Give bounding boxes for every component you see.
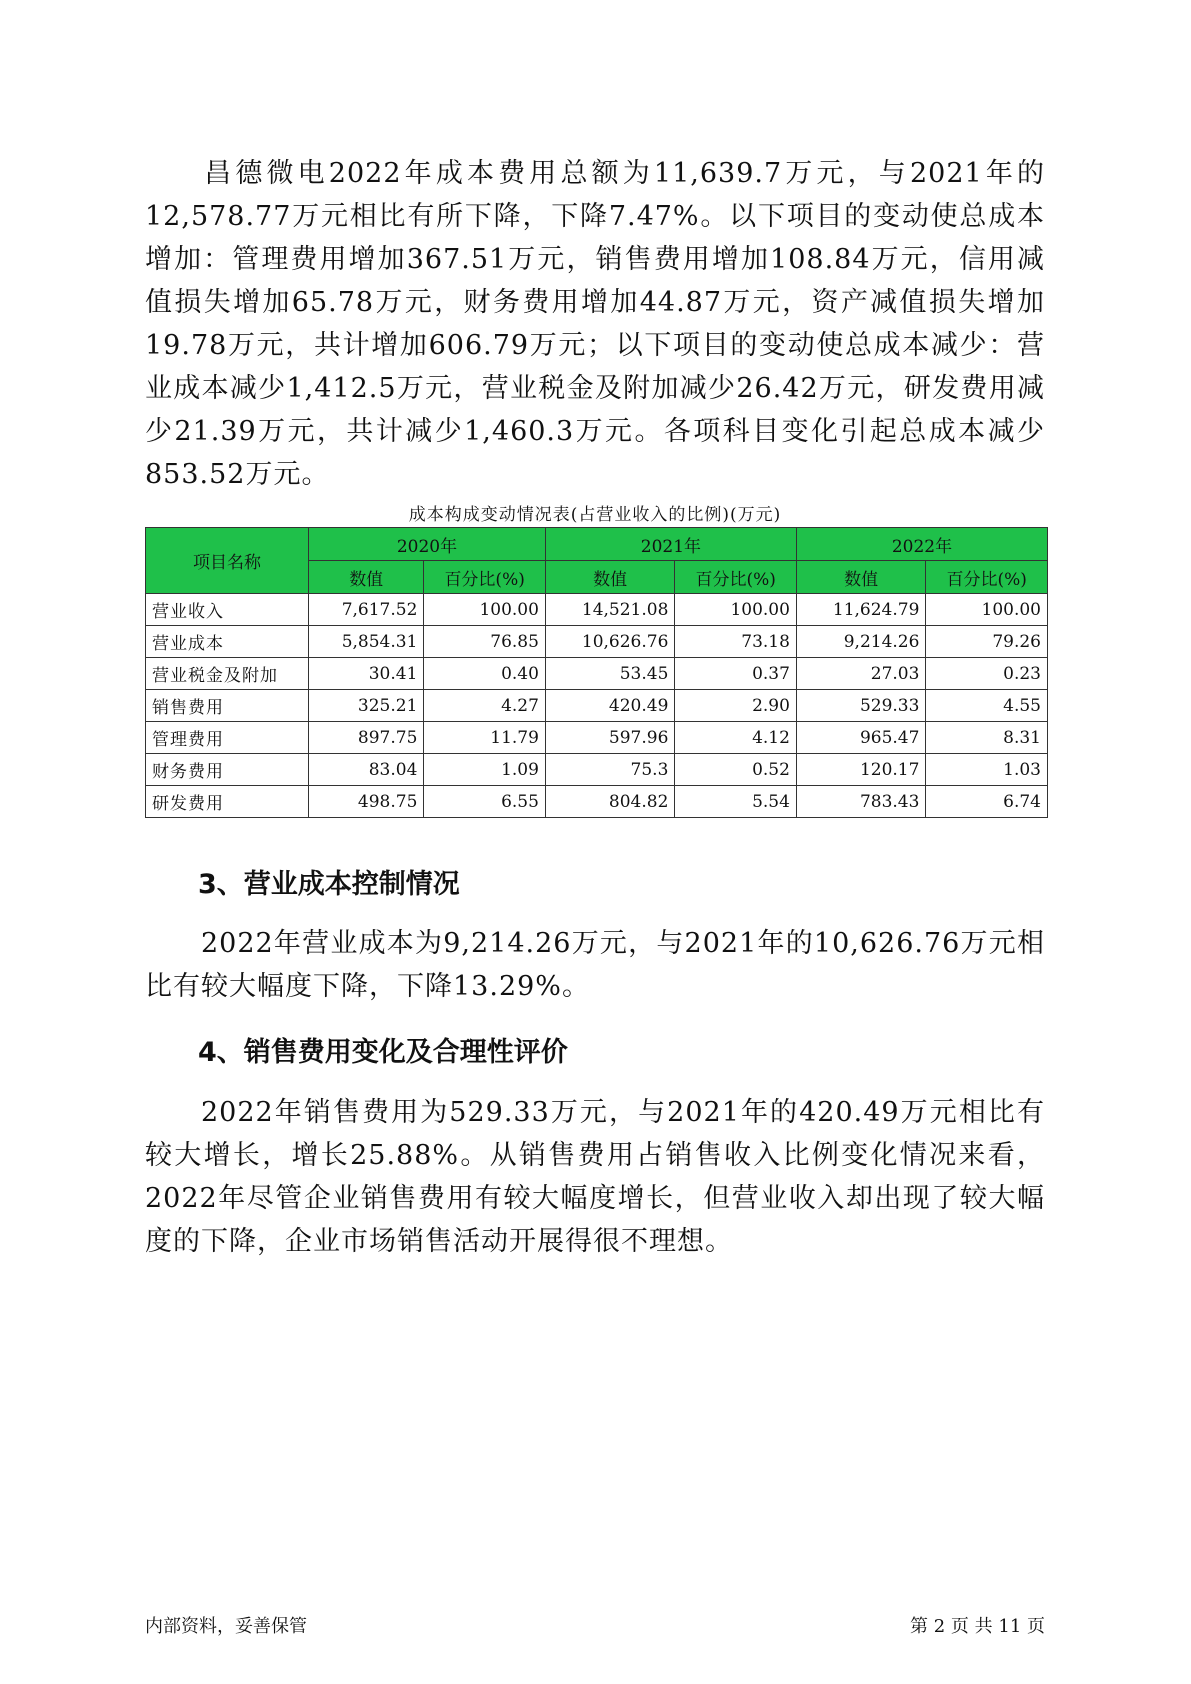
value-cell: 14,521.08 [545, 594, 674, 626]
row-item-name: 研发费用 [146, 786, 309, 818]
body-paragraph-cost-summary [145, 152, 1045, 496]
table-caption: 成本构成变动情况表(占营业收入的比例)(万元) [408, 505, 782, 525]
year-header-2022: 2022年 [796, 528, 1047, 561]
value-header: 数值 [309, 561, 424, 594]
value-cell: 420.49 [545, 690, 674, 722]
table-row [146, 722, 1048, 754]
percent-cell: 79.26 [926, 626, 1048, 658]
table-row [146, 594, 1048, 626]
value-cell: 804.82 [545, 786, 674, 818]
footer-confidential-note: 内部资料，妥善保管 [145, 1616, 307, 1637]
section-heading-operating-cost: 3、营业成本控制情况 [198, 869, 460, 900]
value-header: 数值 [545, 561, 674, 594]
percent-cell: 6.74 [926, 786, 1048, 818]
table-row [146, 786, 1048, 818]
percent-cell: 2.90 [675, 690, 797, 722]
value-cell: 783.43 [796, 786, 925, 818]
percent-cell: 0.52 [675, 754, 797, 786]
percent-cell: 1.03 [926, 754, 1048, 786]
percent-cell: 100.00 [675, 594, 797, 626]
section-heading-sales-expense: 4、销售费用变化及合理性评价 [198, 1037, 568, 1068]
percent-cell: 4.12 [675, 722, 797, 754]
table-row [146, 626, 1048, 658]
row-item-name: 财务费用 [146, 754, 309, 786]
percent-cell: 0.23 [926, 658, 1048, 690]
percent-cell: 76.85 [424, 626, 546, 658]
percent-header: 百分比(%) [424, 561, 546, 594]
paragraph-text: 2022年营业成本为9,214.26万元，与2021年的10,626.76万元相比有较大幅度下降，下降13.29%。 [145, 928, 1045, 1002]
row-item-name: 营业收入 [146, 594, 309, 626]
percent-cell: 100.00 [424, 594, 546, 626]
value-cell: 897.75 [309, 722, 424, 754]
value-cell: 5,854.31 [309, 626, 424, 658]
percent-cell: 1.09 [424, 754, 546, 786]
year-header-2020: 2020年 [309, 528, 546, 561]
percent-cell: 0.37 [675, 658, 797, 690]
value-cell: 120.17 [796, 754, 925, 786]
row-item-name: 销售费用 [146, 690, 309, 722]
value-header: 数值 [796, 561, 925, 594]
paragraph-text: 昌德微电2022年成本费用总额为11,639.7万元，与2021年的12,578.77万元相比有所下降，下降7.47%。以下项目的变动使总成本增加：管理费用增加367.51万元，销售费用增加108.84万元，信用减值损失增加65.78万元，财务费用增加44.87万元，资产减值损失增加19.78万元，共计增加606.79万元；以下项目的变动使总成本减少：营业成本减少1,412.5万元，营业税金及附加减少26.42万元，研发费用减少21.39万元，共计减少1,460.3万元。各项科目变化引起总成本减少853.52万元。 [145, 158, 1045, 490]
value-cell: 498.75 [309, 786, 424, 818]
percent-cell: 6.55 [424, 786, 546, 818]
value-cell: 10,626.76 [545, 626, 674, 658]
percent-cell: 8.31 [926, 722, 1048, 754]
value-cell: 7,617.52 [309, 594, 424, 626]
value-cell: 597.96 [545, 722, 674, 754]
percent-cell: 4.27 [424, 690, 546, 722]
row-item-name: 营业税金及附加 [146, 658, 309, 690]
year-header-2021: 2021年 [545, 528, 796, 561]
value-cell: 27.03 [796, 658, 925, 690]
footer-page-number: 第 2 页 共 11 页 [910, 1616, 1045, 1637]
value-cell: 965.47 [796, 722, 925, 754]
cost-structure-table [145, 527, 1048, 818]
paragraph-text: 2022年销售费用为529.33万元，与2021年的420.49万元相比有较大增长，增长25.88%。从销售费用占销售收入比例变化情况来看，2022年尽管企业销售费用有较大幅度增长，但营业收入却出现了较大幅度的下降，企业市场销售活动开展得很不理想。 [145, 1097, 1045, 1257]
body-paragraph-sales-expense [145, 1091, 1045, 1263]
percent-cell: 73.18 [675, 626, 797, 658]
percent-cell: 0.40 [424, 658, 546, 690]
table-header-row-years [146, 528, 1048, 561]
value-cell: 83.04 [309, 754, 424, 786]
percent-cell: 5.54 [675, 786, 797, 818]
percent-cell: 100.00 [926, 594, 1048, 626]
table-row [146, 690, 1048, 722]
value-cell: 30.41 [309, 658, 424, 690]
value-cell: 75.3 [545, 754, 674, 786]
body-paragraph-operating-cost [145, 922, 1045, 1008]
row-item-name: 管理费用 [146, 722, 309, 754]
value-cell: 325.21 [309, 690, 424, 722]
value-cell: 9,214.26 [796, 626, 925, 658]
percent-header: 百分比(%) [675, 561, 797, 594]
percent-header: 百分比(%) [926, 561, 1048, 594]
value-cell: 529.33 [796, 690, 925, 722]
percent-cell: 4.55 [926, 690, 1048, 722]
item-name-header: 项目名称 [146, 528, 309, 594]
row-item-name: 营业成本 [146, 626, 309, 658]
table-row [146, 754, 1048, 786]
value-cell: 53.45 [545, 658, 674, 690]
percent-cell: 11.79 [424, 722, 546, 754]
value-cell: 11,624.79 [796, 594, 925, 626]
table-row [146, 658, 1048, 690]
table-body [146, 594, 1048, 818]
